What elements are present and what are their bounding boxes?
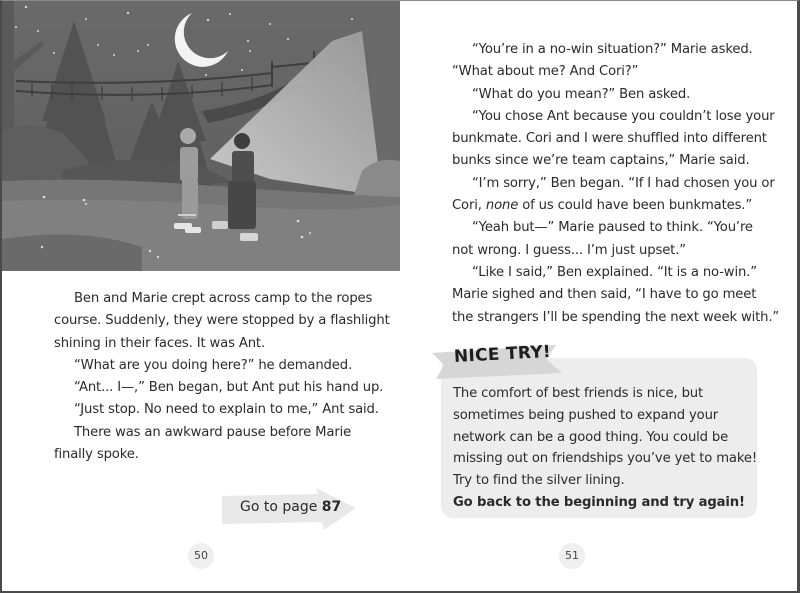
story-line: “I’m sorry,” Ben began. “If I had chosen you or	[472, 175, 775, 191]
callout-line: network can be a good thing. You could be	[453, 429, 729, 445]
story-line: not wrong. I guess... I’m just upset.”	[452, 242, 686, 258]
story-line: bunks since we’re team captains,” Marie said.	[452, 153, 750, 169]
story-line: course. Suddenly, they were stopped by a flashlight	[54, 313, 390, 329]
story-line: “What about me? And Cori?”	[452, 64, 639, 80]
story-line: bunkmate. Cori and I were shuffled into different	[452, 131, 767, 147]
callout-line: missing out on friendships you’ve yet to make!	[453, 451, 757, 467]
story-line: shining in their faces. It was Ant.	[54, 335, 265, 351]
nice-try-banner: NICE TRY!	[453, 341, 552, 367]
story-line: “Just stop. No need to explain to me,” Ant said.	[74, 402, 379, 418]
story-line: “Like I said,” Ben explained. “It is a no-win.”	[472, 264, 757, 280]
story-line: “Ant... I—,” Ben began, but Ant put his hand up.	[74, 380, 384, 396]
callout-line: Try to find the silver lining.	[453, 473, 625, 489]
right-page-story-text	[452, 39, 780, 329]
story-line: Cori, none of us could have been bunkmates.”	[452, 198, 753, 214]
go-to-page-button[interactable]	[222, 488, 357, 528]
story-line: finally spoke.	[54, 447, 139, 463]
emphasis: none	[485, 198, 519, 214]
story-line: “You chose Ant because you couldn’t lose your	[472, 108, 775, 124]
night-camp-illustration	[2, 1, 400, 271]
story-line: “What do you mean?” Ben asked.	[472, 86, 691, 102]
go-to-page-label: Go to page 87	[240, 499, 342, 515]
left-page-story-text	[54, 288, 390, 466]
story-line: “You’re in a no-win situation?” Marie asked.	[472, 42, 753, 57]
story-line: There was an awkward pause before Marie	[74, 424, 352, 440]
callout-text	[453, 383, 757, 514]
story-line: “What are you doing here?” he demanded.	[74, 357, 353, 373]
try-again-instruction: Go back to the beginning and try again!	[453, 494, 745, 510]
story-line: Ben and Marie crept across camp to the ropes	[74, 291, 373, 306]
page-number-right: 51	[559, 543, 585, 569]
story-line: “Yeah but—” Marie paused to think. “You’re	[472, 220, 753, 236]
callout-line: The comfort of best friends is nice, but	[453, 386, 704, 401]
story-line: the strangers I’ll be spending the next week with.”	[452, 309, 780, 325]
callout-line: sometimes being pushed to expand your	[453, 407, 719, 423]
page-number-left: 50	[188, 543, 214, 569]
target-page-number: 87	[321, 499, 342, 515]
story-line: Marie sighed and then said, “I have to go meet	[452, 287, 757, 303]
